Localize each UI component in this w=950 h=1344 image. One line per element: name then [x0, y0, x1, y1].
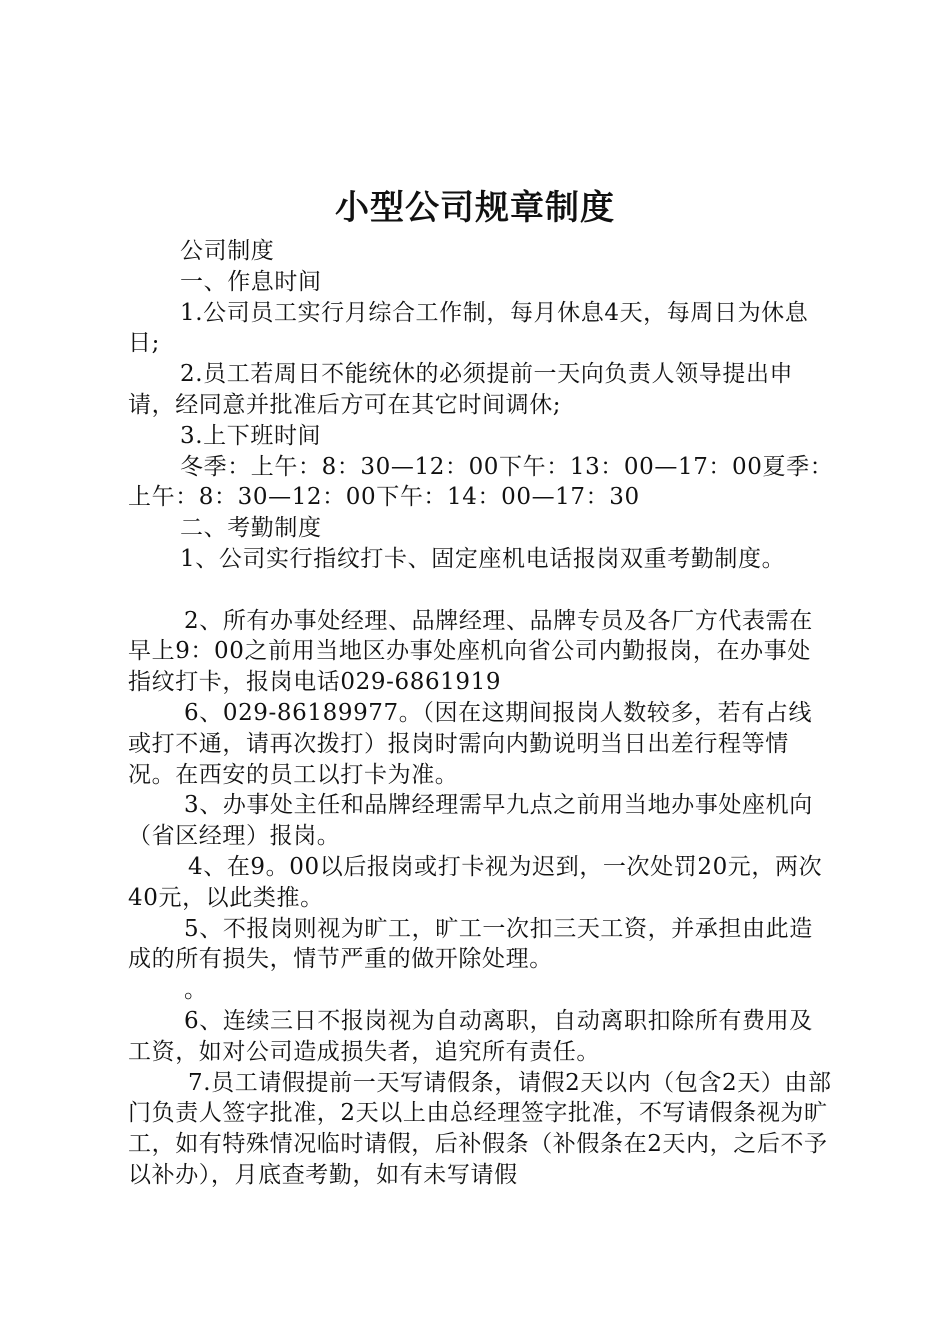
paragraph-rule-3: 3.上下班时间 — [180, 422, 322, 449]
heading-work-hours: 一、作息时间 — [180, 268, 322, 295]
paragraph-attendance-6-phone: 6、029-86189977。（因在这期间报岗人数较多，若有占线或打不通，请再次拨打）报岗时需向内勤说明当日出差行程等情况。在西安的员工以打卡为准。 — [128, 699, 813, 788]
heading-attendance: 二、考勤制度 — [180, 515, 322, 542]
paragraph-attendance-5: 5、不报岗则视为旷工，旷工一次扣三天工资，并承担由此造成的所有损失，情节严重的做开除处理。 — [128, 915, 813, 973]
document-title: 小型公司规章制度 — [335, 188, 615, 228]
paragraph-attendance-4: 4、在9。00以后报岗或打卡视为迟到，一次处罚20元，两次40元，以此类推。 — [128, 853, 823, 911]
paragraph-schedule: 冬季：上午：8：30—12：00下午：13：00—17：00夏季：上午：8：30—12：00下午：14：00—17：30 — [128, 453, 834, 511]
paragraph-attendance-3: 3、办事处主任和品牌经理需早九点之前用当地办事处座机向（省区经理）报岗。 — [128, 792, 813, 850]
paragraph-attendance-2: 2、所有办事处经理、品牌经理、品牌专员及各厂方代表需在早上9：00之前用当地区办事处座机向省公司内勤报岗，在办事处指纹打卡，报岗电话029-6861919 — [128, 607, 813, 696]
document-body — [128, 236, 834, 1191]
paragraph-rule-1: 1.公司员工实行月综合工作制，每月休息4天，每周日为休息日; — [128, 299, 809, 357]
paragraph-stray-mark: 。 — [184, 977, 208, 1004]
paragraph-rule-2: 2.员工若周日不能统休的必须提前一天向负责人领导提出申请，经同意并批准后方可在其它时间调休; — [128, 361, 794, 418]
paragraph-attendance-7: 7.员工请假提前一天写请假条，请假2天以内（包含2天）由部门负责人签字批准，2天以上由总经理签字批准，不写请假条视为旷工，如有特殊情况临时请假，后补假条（补假条在2天内，之后不予以补办），月底查考勤，如有未写请假 — [128, 1069, 832, 1188]
paragraph-attendance-6: 6、连续三日不报岗视为自动离职，自动离职扣除所有费用及工资，如对公司造成损失者，追究所有责任。 — [128, 1007, 813, 1065]
paragraph-company-rules: 公司制度 — [180, 238, 275, 264]
blank-line — [128, 575, 834, 606]
paragraph-attendance-1: 1、公司实行指纹打卡、固定座机电话报岗双重考勤制度。 — [180, 545, 786, 572]
